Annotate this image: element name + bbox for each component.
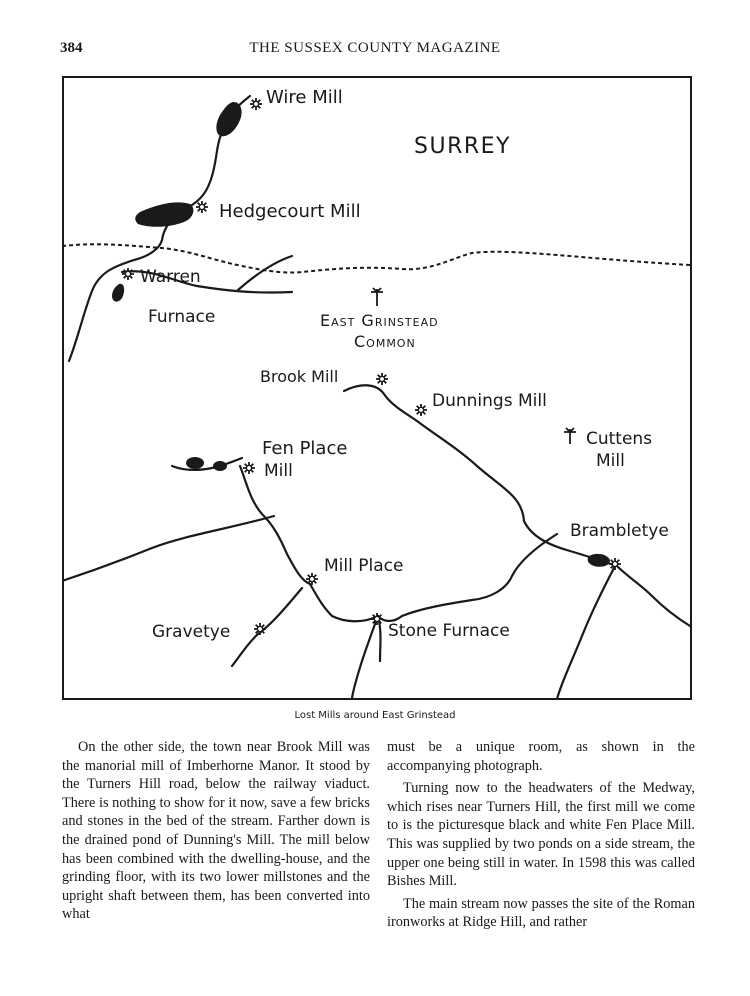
label-dunnings-mill: Dunnings Mill bbox=[432, 391, 547, 411]
label-common: Common bbox=[354, 332, 416, 351]
label-fen-place-mill: Mill bbox=[264, 461, 293, 481]
map-figure bbox=[62, 76, 692, 700]
mill-icon bbox=[376, 373, 388, 385]
label-wire-mill: Wire Mill bbox=[266, 87, 343, 108]
running-title: THE SUSSEX COUNTY MAGAZINE bbox=[249, 40, 501, 56]
label-stone-furnace: Stone Furnace bbox=[388, 621, 510, 641]
paragraph: Turning now to the headwaters of the Medway, which rises near Turners Hill, the first mill we come to is the picturesque black and white Fen Place Mill. This was supplied by two ponds on a side stream, the upper one being still in water. In 1598 this was called Bishes Mill. bbox=[387, 780, 695, 890]
mill-icon bbox=[254, 623, 266, 635]
mill-icon bbox=[243, 462, 255, 474]
label-warren: Warren bbox=[140, 267, 201, 287]
mill-icon bbox=[196, 201, 208, 213]
mill-icon bbox=[250, 98, 262, 110]
label-cuttens-mill: Mill bbox=[596, 451, 625, 471]
label-furnace: Furnace bbox=[148, 307, 216, 327]
page-header bbox=[60, 40, 690, 62]
text-column-right bbox=[387, 738, 695, 932]
label-hedgecourt-mill: Hedgecourt Mill bbox=[219, 201, 361, 222]
label-brambletye: Brambletye bbox=[570, 521, 669, 541]
mill-icon bbox=[415, 404, 427, 416]
mill-icon bbox=[306, 573, 318, 585]
label-fen-place: Fen Place bbox=[262, 438, 348, 459]
mill-icon bbox=[609, 558, 621, 570]
label-east-grinstead: East Grinstead bbox=[320, 311, 439, 330]
paragraph: The main stream now passes the site of the Roman ironworks at Ridge Hill, and rather bbox=[387, 895, 695, 931]
paragraph: On the other side, the town near Brook Mill was the manorial mill of Imberhorne Manor. It stood by the Turners Hill road, below the railway viaduct. There is nothing to show for it now, save a few bricks and stones in the bed of the stream. Farther down is the drained pond of Dunning's Mill. The mill below has been combined with the dwelling-house, and the grinding floor, with its two lower millstones and the upright shaft between them, has been converted into what bbox=[62, 739, 370, 923]
page-number: 384 bbox=[60, 40, 83, 56]
label-brook-mill: Brook Mill bbox=[260, 367, 339, 386]
map-caption: Lost Mills around East Grinstead bbox=[294, 710, 456, 721]
label-mill-place: Mill Place bbox=[324, 556, 404, 576]
label-gravetye: Gravetye bbox=[152, 622, 231, 642]
text-column-left bbox=[62, 738, 370, 924]
label-cuttens: Cuttens bbox=[586, 429, 653, 449]
label-surrey: SURREY bbox=[414, 134, 511, 159]
paragraph: must be a unique room, as shown in the accompanying photograph. bbox=[387, 739, 695, 774]
mill-icon bbox=[122, 268, 134, 280]
mill-icon bbox=[371, 613, 383, 625]
rivers bbox=[62, 96, 690, 699]
